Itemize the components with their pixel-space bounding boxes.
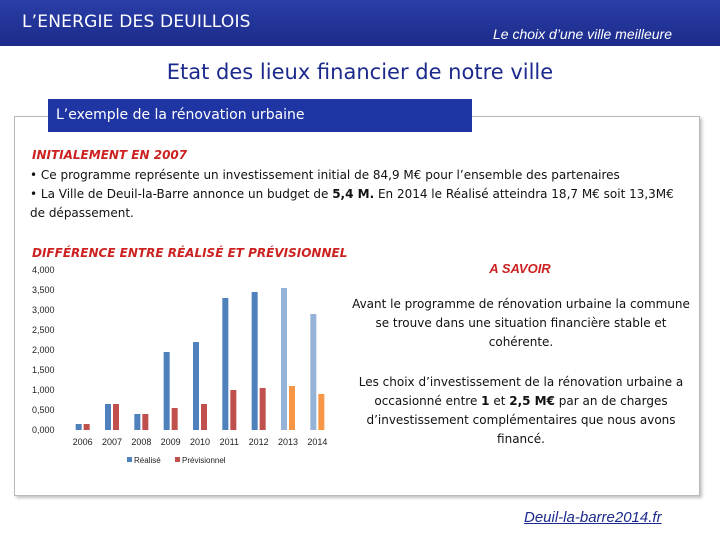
x-tick-label: 2014 bbox=[307, 437, 328, 447]
savoir-p2-mid: et bbox=[489, 394, 510, 408]
y-tick-label: 0,000 bbox=[32, 425, 55, 435]
bar-previsionnel bbox=[172, 408, 178, 430]
bar-realise bbox=[252, 292, 258, 430]
y-tick-label: 2,500 bbox=[32, 325, 55, 335]
bar-previsionnel bbox=[201, 404, 207, 430]
difference-heading: DIFFÉRENCE ENTRE RÉALISÉ ET PRÉVISIONNEL bbox=[32, 246, 348, 260]
bullet-2-rest: En 2014 le Réalisé atteindra 18,7 M€ soit 13,3M€ de dépassement. bbox=[30, 187, 674, 220]
bar-realise bbox=[193, 342, 199, 430]
legend-label-realise: Réalisé bbox=[134, 456, 161, 465]
bullet-2-text: • La Ville de Deuil-la-Barre annonce un budget de bbox=[30, 187, 333, 201]
footer-link[interactable]: Deuil-la-barre2014.fr bbox=[524, 509, 662, 526]
savoir-paragraph-2 bbox=[352, 373, 690, 449]
bullet-list bbox=[30, 166, 690, 223]
header-tagline: Le choix d’une ville meilleure bbox=[493, 26, 672, 42]
slide-title: Etat des lieux financier de notre ville bbox=[166, 60, 554, 84]
initial-heading: INITIALEMENT EN 2007 bbox=[32, 148, 188, 162]
x-tick-label: 2009 bbox=[160, 437, 181, 447]
x-tick-label: 2007 bbox=[101, 437, 123, 447]
y-tick-label: 0,500 bbox=[32, 405, 55, 415]
chart-legend bbox=[127, 456, 226, 465]
x-tick-label: 2012 bbox=[248, 437, 269, 447]
bar-previsionnel bbox=[318, 394, 324, 430]
bar-realise bbox=[310, 314, 316, 430]
x-tick-label: 2010 bbox=[189, 437, 211, 447]
bar-previsionnel bbox=[260, 388, 266, 430]
section-tab: L’exemple de la rénovation urbaine bbox=[48, 99, 472, 132]
bar-previsionnel bbox=[113, 404, 119, 430]
y-tick-label: 1,000 bbox=[32, 385, 55, 395]
x-tick-label: 2011 bbox=[219, 437, 240, 447]
bar-previsionnel bbox=[230, 390, 236, 430]
savoir-p2-bold-1: 1 bbox=[481, 394, 490, 408]
y-tick-label: 1,500 bbox=[32, 365, 55, 375]
y-tick-label: 3,000 bbox=[32, 305, 55, 315]
bar-previsionnel bbox=[84, 424, 90, 430]
bar-realise bbox=[164, 352, 170, 430]
bar-chart bbox=[20, 262, 340, 472]
x-axis bbox=[73, 437, 328, 447]
legend-label-previsionnel: Prévisionnel bbox=[182, 456, 226, 465]
bar-previsionnel bbox=[289, 386, 295, 430]
x-tick-label: 2008 bbox=[131, 437, 152, 447]
bar-realise bbox=[105, 404, 111, 430]
bullet-2 bbox=[30, 185, 690, 223]
savoir-paragraph-1: Avant le programme de rénovation urbaine la commune se trouve dans une situation financière stable et cohérente. bbox=[352, 297, 690, 349]
header-title: L’ENERGIE DES DEUILLOIS bbox=[22, 12, 251, 32]
savoir-title: A SAVOIR bbox=[489, 261, 551, 276]
y-axis bbox=[32, 265, 55, 435]
chart-bars bbox=[76, 288, 325, 430]
savoir-p2-text: Les choix d’investissement de la rénovation urbaine a occasionné entre bbox=[358, 375, 684, 408]
bar-realise bbox=[134, 414, 140, 430]
bullet-1: • Ce programme représente un investissement initial de 84,9 M€ pour l’ensemble des partenaires bbox=[30, 168, 620, 182]
legend-swatch-previsionnel bbox=[175, 457, 180, 462]
bar-previsionnel bbox=[142, 414, 148, 430]
legend-swatch-realise bbox=[127, 457, 132, 462]
savoir-p2-bold-2: 2,5 M€ bbox=[509, 394, 555, 408]
bar-realise bbox=[222, 298, 228, 430]
bullet-2-bold: 5,4 M. bbox=[332, 187, 375, 201]
bar-realise bbox=[281, 288, 287, 430]
y-tick-label: 2,000 bbox=[32, 345, 55, 355]
y-tick-label: 3,500 bbox=[32, 285, 55, 295]
x-tick-label: 2006 bbox=[72, 437, 93, 447]
bar-realise bbox=[76, 424, 82, 430]
savoir-p2-rest: par an de charges d’investissement complémentaires que nous avons financé. bbox=[366, 394, 676, 446]
x-tick-label: 2013 bbox=[277, 437, 299, 447]
y-tick-label: 4,000 bbox=[32, 265, 55, 275]
